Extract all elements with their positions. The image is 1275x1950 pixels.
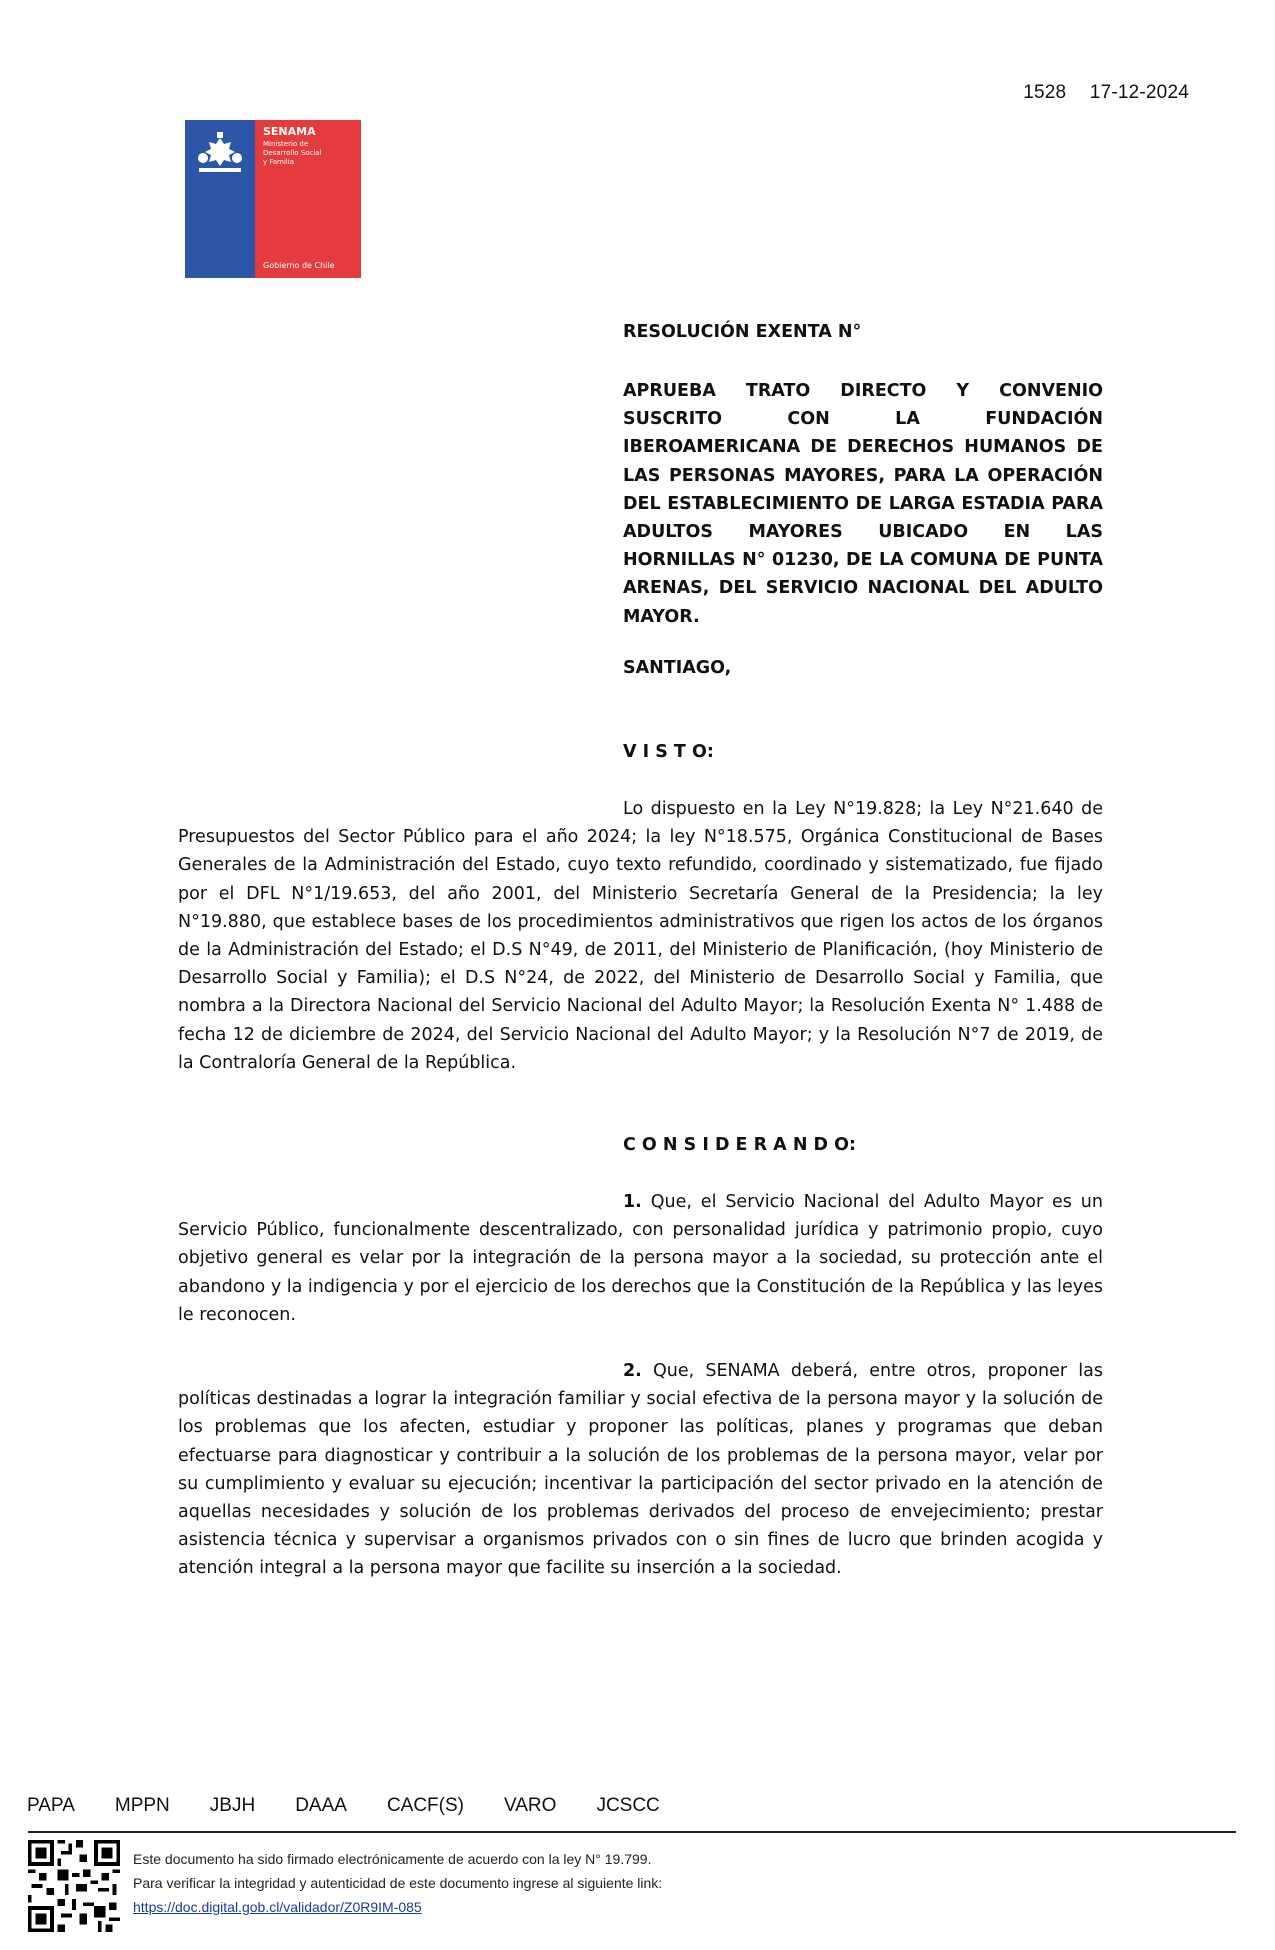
visto-text: Lo dispuesto en la Ley N°19.828; la Ley N°21.640 de Presupuestos del Sector Público para el año 2024; la ley N°18.575, Orgánica Constitucional de Bases Generales de la Administración del Estado, cuyo texto refundido, coordinado y sistematizado, fue fijado por el DFL N°1/19.653, del año 2001, del Ministerio Secretaría General de la Presidencia; la ley N°19.880, que establece bases de los procedimientos administrativos que rigen los actos de los órganos de la Administración del Estado; el D.S N°49, de 2011, del Ministerio de Planificación, (hoy Ministerio de Desarrollo Social y Familia); el D.S N°24, de 2022, del Ministerio de Desarrollo Social y Familia, que nombra a la Directora Nacional del Servicio Nacional del Adulto Mayor; la Resolución Exenta N° 1.488 de fecha 12 de diciembre de 2024, del Servicio Nacional del Adulto Mayor; y la Resolución N°7 de 2019, de la Contraloría General de la República. [178, 799, 1103, 1073]
initials-item: JCSCC [596, 1795, 660, 1816]
initials-item: VARO [504, 1795, 557, 1816]
considerando-item-text: Que, el Servicio Nacional del Adulto Mayor es un Servicio Público, funcionalmente descentralizado, con personalidad jurídica y patrimonio propio, cuyo objetivo general es velar por la integración de la persona mayor a la sociedad, su protección ante el abandono y la indigencia y por el ejercicio de los derechos que la Constitución de la República y las leyes le reconocen. [178, 1192, 1103, 1325]
footer-divider [28, 1831, 1236, 1833]
signature-notice [133, 1847, 662, 1919]
resolution-summary: APRUEBA TRATO DIRECTO Y CONVENIO SUSCRITO CON LA FUNDACIÓN IBEROAMERICANA DE DERECHOS HUMANOS DE LAS PERSONAS MAYORES, PARA LA OPERACIÓN DEL ESTABLECIMIENTO DE LARGA ESTADIA PARA ADULTOS MAYORES UBICADO EN LAS HORNILLAS N° 01230, DE LA COMUNA DE PUNTA ARENAS, DEL SERVICIO NACIONAL DEL ADULTO MAYOR. [623, 381, 1103, 627]
resolution-place: SANTIAGO, [623, 658, 732, 678]
considerando-item-number: 2. [623, 1361, 642, 1381]
considerando-item-1 [178, 1188, 1103, 1329]
logo-title: SENAMA [263, 125, 316, 138]
initials-item: PAPA [27, 1795, 75, 1816]
coat-of-arms-icon [195, 132, 245, 180]
considerando-heading: C O N S I D E R A N D O: [623, 1135, 857, 1155]
document-number [1023, 82, 1189, 104]
approval-initials [27, 1795, 700, 1817]
initials-item: DAAA [295, 1795, 347, 1816]
doc-date-value: 17-12-2024 [1089, 82, 1189, 103]
doc-number-value: 1528 [1023, 82, 1067, 103]
visto-heading: V I S T O: [623, 742, 714, 762]
considerando-item-text: Que, SENAMA deberá, entre otros, proponer las políticas destinadas a lograr la integración familiar y social efectiva de la persona mayor y la solución de los problemas que los afecten, estudiar y proponer las políticas, planes y programas que deban efectuarse para diagnosticar y contribuir a la solución de los problemas de la persona mayor, velar por su cumplimiento y evaluar su ejecución; incentivar la participación del sector privado en la atención de aquellas necesidades y solución de los problemas derivados del proceso de envejecimiento; prestar asistencia técnica y supervisar a organismos privados con o sin fines de lucro que brinden acogida y atención integral a la persona mayor que facilite su inserción a la sociedad. [178, 1361, 1103, 1579]
considerando-item-2 [178, 1357, 1103, 1583]
logo-blue-panel [185, 120, 255, 278]
verify-text: Para verificar la integridad y autenticidad de este documento ingrese al siguiente link: [133, 1875, 663, 1891]
logo-red-panel [255, 120, 361, 278]
initials-item: MPPN [114, 1795, 170, 1816]
considerando-item-number: 1. [623, 1192, 642, 1212]
verify-link[interactable]: https://doc.digital.gob.cl/validador/Z0R9IM-085 [133, 1899, 422, 1915]
senama-logo [185, 120, 361, 278]
visto-paragraph [178, 795, 1103, 1077]
initials-item: JBJH [209, 1795, 256, 1816]
resolution-title: RESOLUCIÓN EXENTA N° [623, 322, 862, 342]
signed-text: Este documento ha sido firmado electrónicamente de acuerdo con la ley N° 19.799. [133, 1851, 652, 1867]
logo-subtitle: Ministerio de Desarrollo Social y Familia [263, 140, 322, 166]
qr-code-icon [28, 1840, 120, 1932]
logo-government: Gobierno de Chile [263, 261, 335, 270]
initials-item: CACF(S) [386, 1795, 464, 1816]
